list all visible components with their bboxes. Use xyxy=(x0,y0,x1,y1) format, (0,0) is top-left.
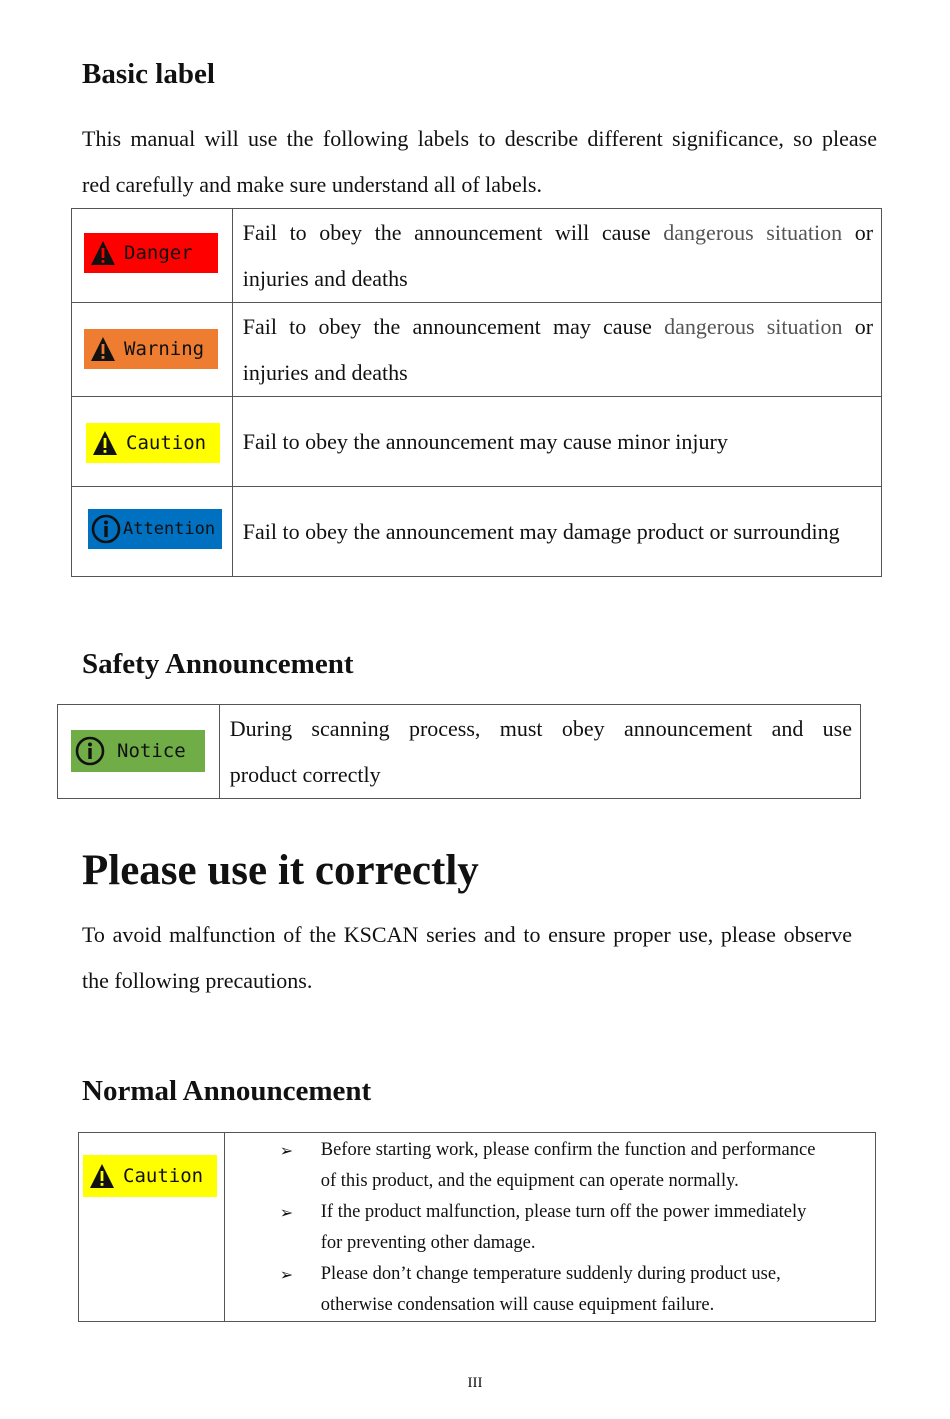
danger-badge xyxy=(84,233,218,273)
safety-row-notice xyxy=(58,705,861,799)
notice-description: During scanning process, must obey announcement and use product correctly xyxy=(229,715,852,787)
caution-label: Caution xyxy=(126,432,207,454)
warning-description: Fail to obey the announcement may cause dangerous situation or injuries and deaths xyxy=(242,313,874,385)
arrow-bullet-icon: ➢ xyxy=(279,1203,294,1222)
basic-label-heading: Basic label xyxy=(82,58,215,90)
page-number: III xyxy=(467,1375,483,1391)
normal-row-caution xyxy=(79,1133,876,1322)
safety-heading: Safety Announcement xyxy=(82,648,354,680)
correct-use-line1: To avoid malfunction of the KSCAN series and to ensure proper use, please observe xyxy=(82,922,852,947)
attention-badge xyxy=(88,509,222,549)
label-row-warning xyxy=(72,303,882,397)
list-item: ➢ If the product malfunction, please turn off the power immediately for preventing other damage. xyxy=(225,1197,875,1259)
attention-description: Fail to obey the announcement may damage product or surrounding xyxy=(242,518,840,544)
arrow-bullet-icon: ➢ xyxy=(279,1141,294,1160)
list-item: ➢ Before starting work, please confirm the function and performance of this product, and the equipment can operate normally. xyxy=(225,1135,875,1197)
attention-label: Attention xyxy=(123,519,216,539)
warning-triangle-icon xyxy=(90,336,116,362)
caution-description: Fail to obey the announcement may cause minor injury xyxy=(242,428,728,454)
label-row-attention xyxy=(72,487,882,577)
normal-heading: Normal Announcement xyxy=(82,1075,372,1107)
caution-badge xyxy=(86,423,220,463)
normal-caution-badge xyxy=(83,1155,217,1197)
danger-description: Fail to obey the announcement will cause dangerous situation or injuries and deaths xyxy=(242,219,874,291)
danger-label: Danger xyxy=(124,242,193,264)
basic-label-intro-line2: red carefully and make sure understand all of labels. xyxy=(82,172,542,197)
normal-caution-label: Caution xyxy=(123,1165,204,1187)
label-row-caution xyxy=(72,397,882,487)
label-table xyxy=(71,208,882,577)
precaution-list xyxy=(225,1135,875,1321)
warning-triangle-icon xyxy=(89,1163,115,1189)
correct-use-heading: Please use it correctly xyxy=(82,847,479,894)
info-circle-icon xyxy=(91,514,121,544)
notice-label: Notice xyxy=(117,740,186,762)
correct-use-line2: the following precautions. xyxy=(82,968,313,993)
safety-table xyxy=(57,704,861,799)
warning-label: Warning xyxy=(124,338,205,360)
label-row-danger xyxy=(72,209,882,303)
warning-triangle-icon xyxy=(90,240,116,266)
list-item: ➢ Please don’t change temperature suddenly during product use, otherwise condensation will cause equipment failure. xyxy=(225,1259,875,1321)
notice-badge xyxy=(71,730,205,772)
warning-badge xyxy=(84,329,218,369)
basic-label-intro-line1: This manual will use the following labels to describe different significance, so please xyxy=(82,126,877,151)
info-circle-icon xyxy=(75,736,105,766)
normal-table xyxy=(78,1132,876,1322)
arrow-bullet-icon: ➢ xyxy=(279,1265,294,1284)
warning-triangle-icon xyxy=(92,430,118,456)
